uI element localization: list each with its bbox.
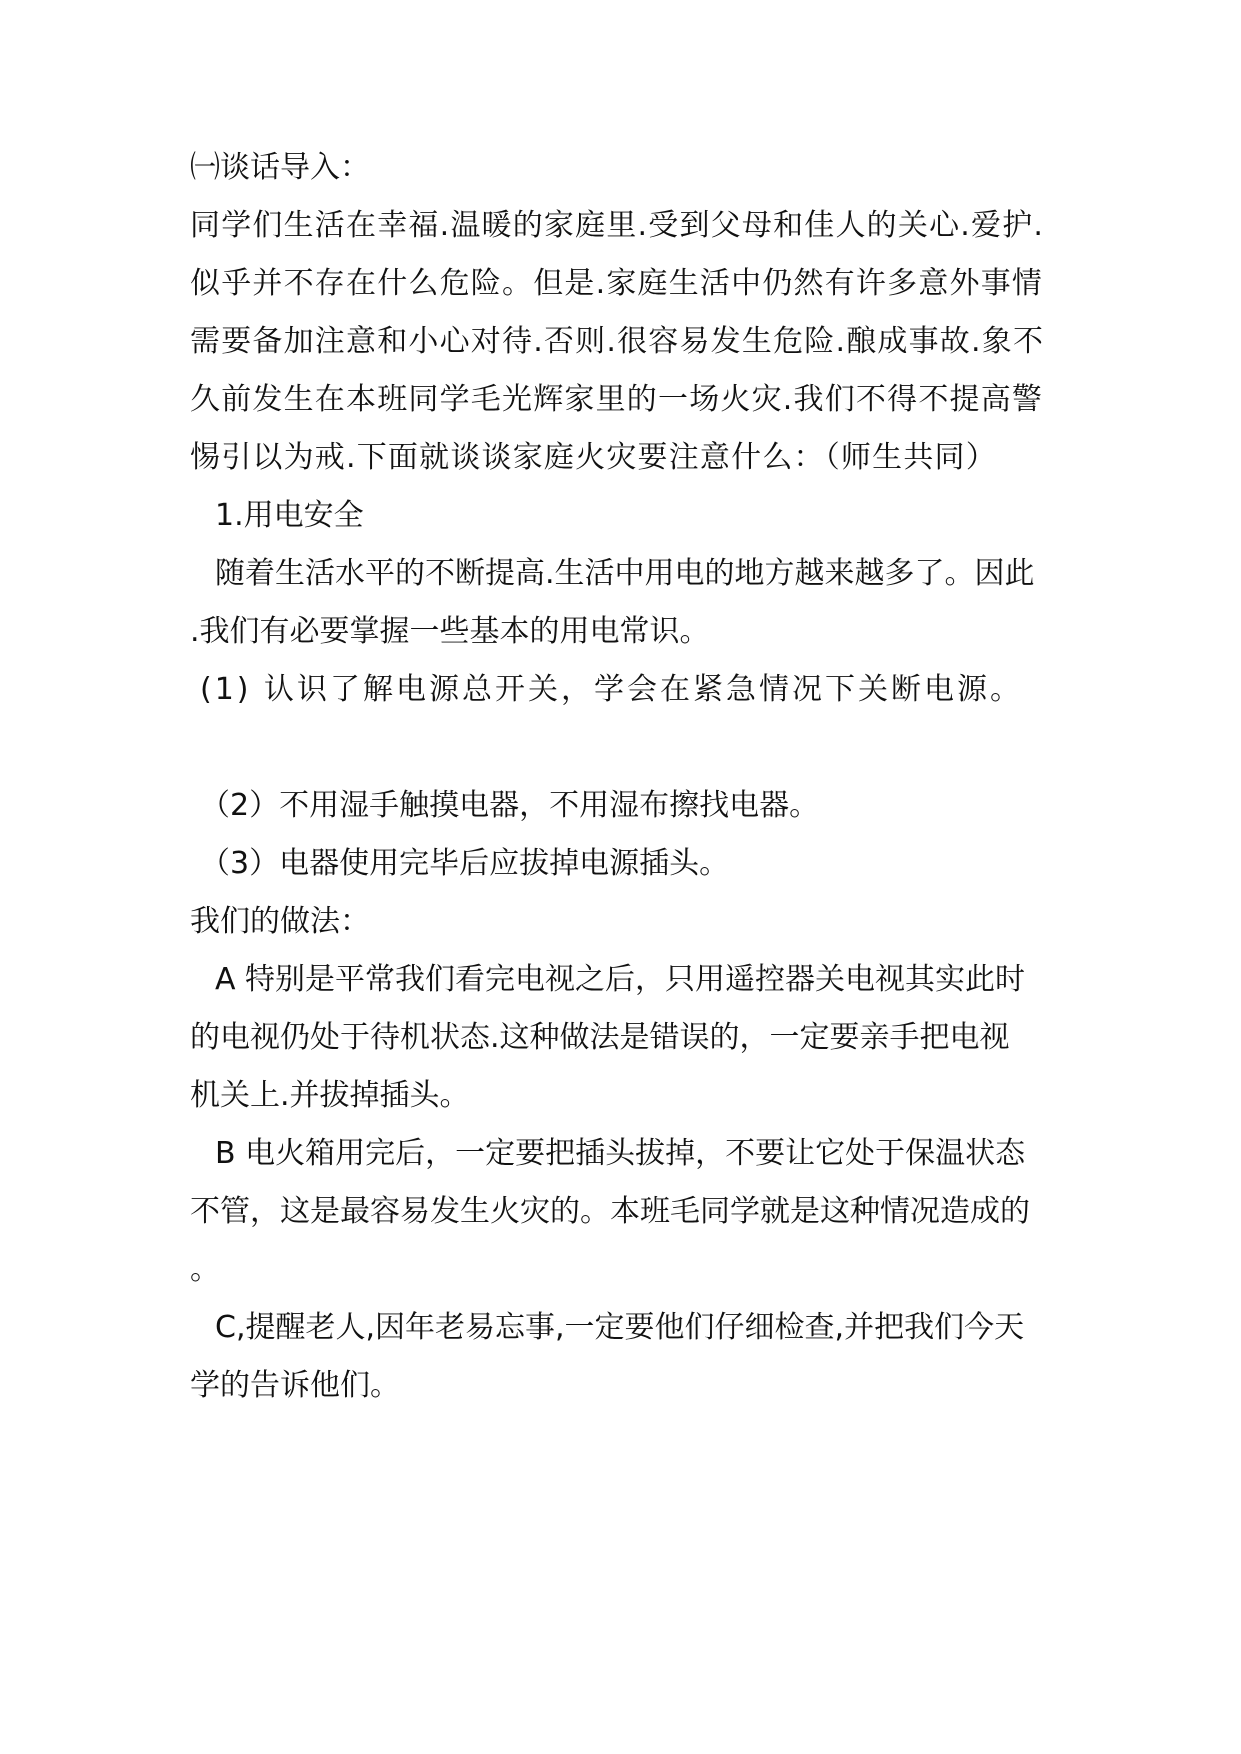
- paragraph-line: 惕引以为戒.下面就谈谈家庭火灾要注意什么：（师生共同）: [190, 440, 997, 475]
- subsection-title: 1.用电安全: [215, 498, 364, 533]
- practice-line: 机关上.并拔掉插头。: [190, 1078, 470, 1113]
- practice-heading: 我们的做法：: [190, 904, 370, 939]
- section-heading: ㈠谈话导入：: [190, 150, 370, 185]
- paragraph-line: 似乎并不存在什么危险。但是.家庭生活中仍然有许多意外事情: [190, 266, 1044, 301]
- paragraph-line: 需要备加注意和小心对待.否则.很容易发生危险.酿成事故.象不: [190, 324, 1045, 359]
- paragraph-line: 随着生活水平的不断提高.生活中用电的地方越来越多了。因此: [215, 556, 1035, 591]
- practice-line: 不管，这是最容易发生火灾的。本班毛同学就是这种情况造成的: [190, 1194, 1030, 1229]
- practice-line: C,提醒老人,因年老易忘事,一定要他们仔细检查,并把我们今天: [215, 1310, 1025, 1345]
- practice-line: B 电火箱用完后，一定要把插头拔掉，不要让它处于保温状态: [215, 1136, 1026, 1171]
- practice-line: A 特别是平常我们看完电视之后，只用遥控器关电视其实此时: [215, 962, 1026, 997]
- rule-item: （3）电器使用完毕后应拔掉电源插头。: [200, 846, 730, 881]
- rule-item: （2）不用湿手触摸电器，不用湿布擦找电器。: [200, 788, 820, 823]
- practice-line: 。: [190, 1252, 220, 1287]
- practice-line: 的电视仍处于待机状态.这种做法是错误的，一定要亲手把电视: [190, 1020, 1010, 1055]
- practice-line: 学的告诉他们。: [190, 1368, 400, 1403]
- rule-item: (1) 认识了解电源总开关，学会在紧急情况下关断电源。: [200, 672, 1024, 707]
- paragraph-line: 久前发生在本班同学毛光辉家里的一场火灾.我们不得不提高警: [190, 382, 1044, 417]
- paragraph-line: .我们有必要掌握一些基本的用电常识。: [190, 614, 710, 649]
- paragraph-line: 同学们生活在幸福.温暖的家庭里.受到父母和佳人的关心.爱护.: [190, 208, 1045, 243]
